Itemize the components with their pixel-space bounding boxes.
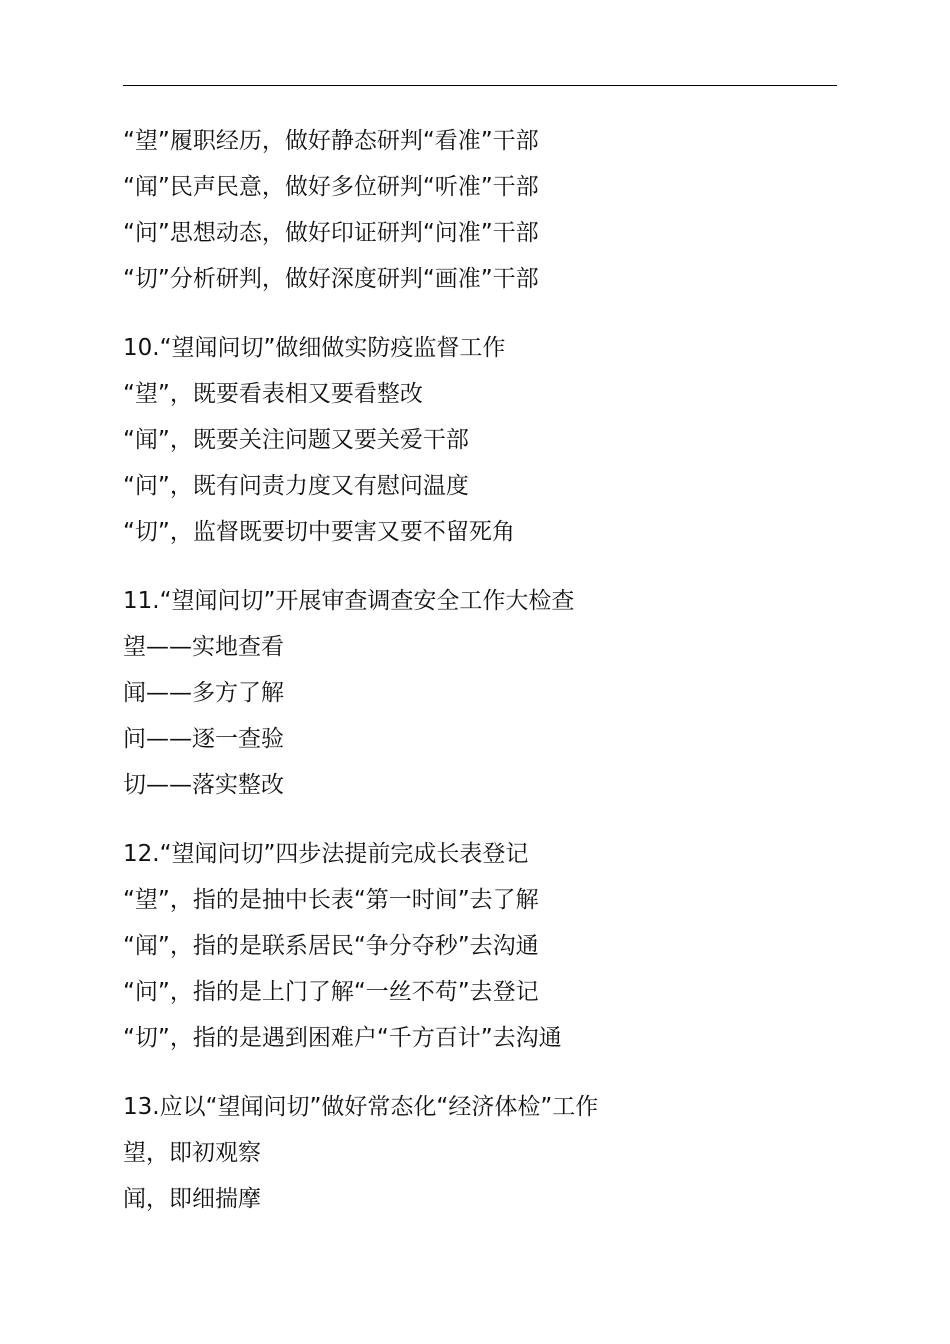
- paragraph-line: 望——实地查看: [123, 634, 284, 660]
- section-heading: 13.应以“望闻问切”做好常态化“经济体检”工作: [123, 1094, 599, 1120]
- paragraph-line: “切”，监督既要切中要害又要不留死角: [123, 519, 515, 545]
- paragraph-line: 闻，即细揣摩: [123, 1186, 261, 1212]
- paragraph-line: “问”，指的是上门了解“一丝不苟”去登记: [123, 979, 539, 1005]
- section-heading: 10.“望闻问切”做细做实防疫监督工作: [123, 335, 506, 361]
- header-rule: [123, 85, 837, 86]
- paragraph-line: “闻”民声民意，做好多位研判“听准”干部: [123, 174, 539, 200]
- paragraph-line: “切”，指的是遇到困难户“千方百计”去沟通: [123, 1025, 562, 1051]
- document-body: [123, 118, 837, 1222]
- paragraph-line: “望”，指的是抽中长表“第一时间”去了解: [123, 887, 539, 913]
- paragraph-line: “闻”，指的是联系居民“争分夺秒”去沟通: [123, 933, 539, 959]
- paragraph-line: “望”履职经历，做好静态研判“看准”干部: [123, 128, 539, 154]
- paragraph-line: 闻——多方了解: [123, 680, 284, 706]
- section-11: [123, 578, 837, 808]
- section-13: [123, 1084, 837, 1222]
- paragraph-line: “切”分析研判，做好深度研判“画准”干部: [123, 266, 539, 292]
- section-intro: [123, 118, 837, 302]
- paragraph-line: “望”，既要看表相又要看整改: [123, 381, 423, 407]
- paragraph-line: “问”，既有问责力度又有慰问温度: [123, 473, 469, 499]
- paragraph-line: 望，即初观察: [123, 1140, 261, 1166]
- paragraph-line: 切——落实整改: [123, 772, 284, 798]
- paragraph-line: “闻”，既要关注问题又要关爱干部: [123, 427, 469, 453]
- section-heading: 12.“望闻问切”四步法提前完成长表登记: [123, 841, 529, 867]
- paragraph-line: “问”思想动态，做好印证研判“问准”干部: [123, 220, 539, 246]
- section-heading: 11.“望闻问切”开展审查调查安全工作大检查: [123, 588, 575, 614]
- paragraph-line: 问——逐一查验: [123, 726, 284, 752]
- section-12: [123, 831, 837, 1061]
- section-10: [123, 325, 837, 555]
